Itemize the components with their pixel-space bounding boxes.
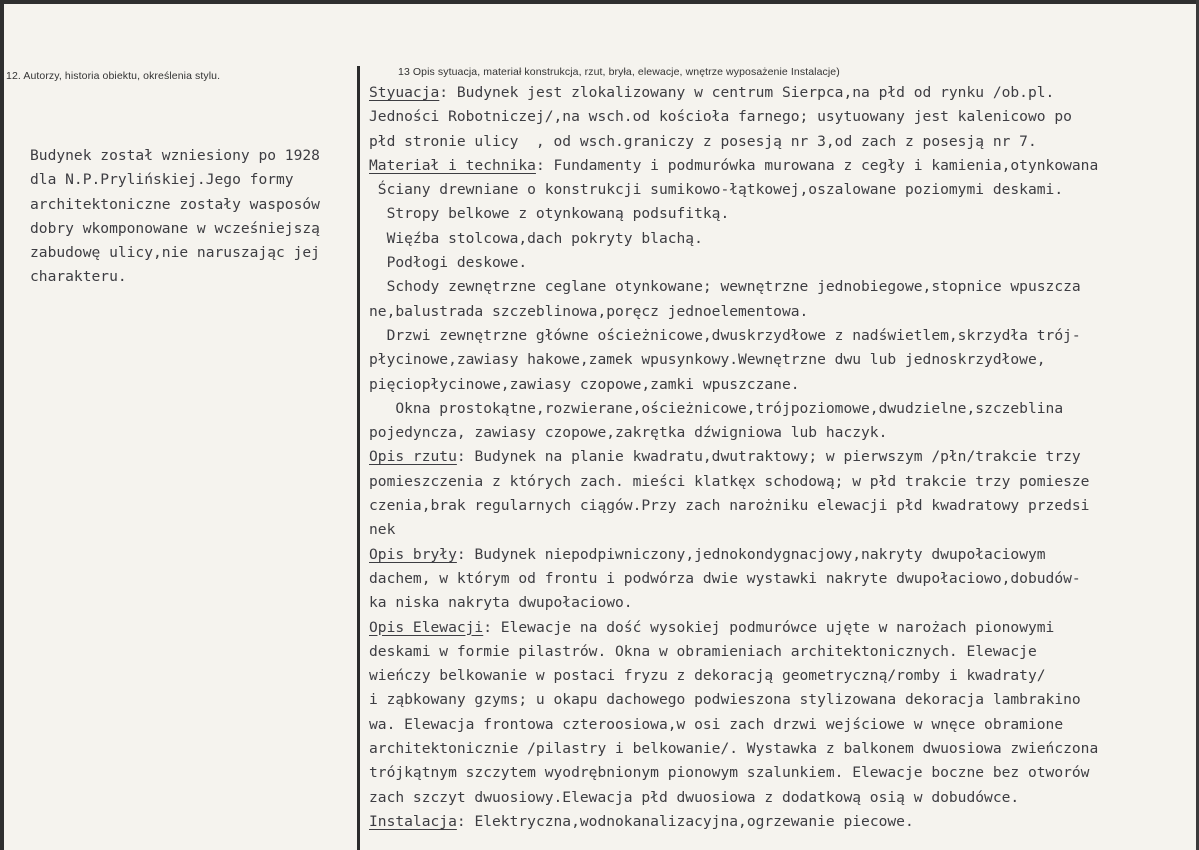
section-line: [369, 810, 1199, 834]
text-line: [369, 130, 1199, 154]
text-line: [369, 348, 1199, 372]
text-line: [369, 202, 1199, 226]
text-line: [369, 494, 1199, 518]
line-text: Schody zewnętrzne ceglane otynkowane; wewnętrzne jednobiegowe,stopnice wpuszcza: [369, 278, 1081, 296]
line-text: : Elektryczna,wodnokanalizacyjna,ogrzewanie piecowe.: [456, 812, 914, 830]
line-text: Ściany drewniane o konstrukcji sumikowo-łątkowej,oszalowane poziomymi deskami.: [369, 181, 1064, 199]
line-text: wa. Elewacja frontowa czteroosiowa,w osi zach drzwi wejściowe w wnęce obramione: [369, 715, 1064, 733]
column-divider: [357, 66, 360, 850]
text-line: [369, 300, 1199, 324]
text-line: [369, 713, 1199, 737]
text-line: [369, 275, 1199, 299]
line-text: czenia,brak regularnych ciągów.Przy zach narożniku elewacji płd kwadratowy przedsi: [369, 497, 1090, 515]
card-left-border: [0, 0, 4, 850]
section-line: [369, 543, 1199, 567]
left-text-line: charakteru.: [30, 268, 127, 286]
section-13-header: 13 Opis sytuacja, materiał konstrukcja, rzut, bryła, elewacje, wnętrze wyposażenie Instalacje): [398, 66, 840, 78]
line-text: trójkątnym szczytem wyodrębnionym pionowym szalunkiem. Elewacje boczne bez otworów: [369, 764, 1090, 782]
line-text: płd stronie ulicy , od wsch.graniczy z posesją nr 3,od zach z posesją nr 7.: [369, 132, 1037, 150]
line-text: i ząbkowany gzyms; u okapu dachowego podwieszona stylizowana dekoracja lambrakino: [369, 691, 1081, 709]
text-line: [369, 397, 1199, 421]
text-line: [369, 640, 1199, 664]
text-line: [369, 761, 1199, 785]
line-text: dachem, w którym od frontu i podwórza dwie wystawki nakryte dwupołaciowo,dobudów-: [369, 569, 1081, 587]
section-heading: Materiał i technika: [369, 156, 536, 174]
line-text: płycinowe,zawiasy hakowe,zamek wpusynkowy.Wewnętrzne dwu lub jednoskrzydłowe,: [369, 351, 1046, 369]
text-line: [369, 518, 1199, 542]
left-text-line: zabudowę ulicy,nie naruszając jej: [30, 244, 320, 262]
line-text: ka niska nakryta dwupołaciowo.: [369, 594, 633, 612]
section-line: [369, 616, 1199, 640]
left-text-line: dla N.P.Prylińskiej.Jego formy: [30, 171, 294, 189]
text-line: [369, 737, 1199, 761]
left-text-line: architektoniczne zostały wasposów: [30, 195, 320, 213]
section-line: [369, 154, 1199, 178]
section-line: [369, 445, 1199, 469]
text-line: [369, 664, 1199, 688]
section-heading: Styuacja: [369, 84, 440, 101]
text-line: [369, 591, 1199, 615]
line-text: pomieszczenia z których zach. mieści klatkęx schodową; w płd trakcie trzy pomiesze: [369, 472, 1090, 490]
line-text: : Budynek na planie kwadratu,dwutraktowy; w pierwszym /płn/trakcie trzy: [456, 448, 1081, 466]
left-text-line: dobry wkomponowane w wcześniejszą: [30, 219, 320, 237]
text-line: [369, 688, 1199, 712]
line-text: pięciopłycinowe,zawiasy czopowe,zamki wpuszczane.: [369, 375, 800, 393]
line-text: nek: [369, 521, 396, 539]
text-line: [369, 567, 1199, 591]
line-text: ne,balustrada szczeblinowa,poręcz jednoelementowa.: [369, 302, 809, 320]
line-text: : Budynek niepodpiwniczony,jednokondygnacjowy,nakryty dwupołaciowym: [456, 545, 1046, 563]
text-line: [369, 105, 1199, 129]
line-text: pojedyncza, zawiasy czopowe,zakrętka dźwigniowa lub haczyk.: [369, 424, 888, 442]
card-top-border: [0, 0, 1199, 4]
text-line: [369, 178, 1199, 202]
section-heading: Instalacja: [369, 812, 457, 830]
text-line: [369, 470, 1199, 494]
text-line: [369, 324, 1199, 348]
text-line: [369, 373, 1199, 397]
left-text-line: Budynek został wzniesiony po 1928: [30, 147, 320, 164]
section-heading: Opis rzutu: [369, 448, 457, 466]
line-text: Stropy belkowe z otynkowaną podsufitką.: [369, 205, 730, 223]
section-heading: Opis bryły: [369, 545, 457, 563]
line-text: zach szczyt dwuosiowy.Elewacja płd dwuosiowa z dodatkową osią w dobudówce.: [369, 788, 1020, 806]
section-line: [369, 81, 1199, 105]
line-text: Więźba stolcowa,dach pokryty blachą.: [369, 229, 703, 247]
line-text: : Elewacje na dość wysokiej podmurówce ujęte w narożach pionowymi: [483, 618, 1055, 636]
section-12-header: 12. Autorzy, historia obiektu, określenia stylu.: [6, 70, 221, 82]
text-line: [369, 786, 1199, 810]
text-line: [369, 251, 1199, 275]
authors-history-text: [30, 144, 350, 290]
description-text: [369, 81, 1199, 834]
line-text: architektonicznie /pilastry i belkowanie/. Wystawka z balkonem dwuosiowa zwieńczona: [369, 740, 1099, 758]
line-text: : Budynek jest zlokalizowany w centrum Sierpca,na płd od rynku /ob.pl.: [439, 84, 1055, 101]
line-text: : Fundamenty i podmurówka murowana z cegły i kamienia,otynkowana: [535, 156, 1099, 174]
text-line: [369, 421, 1199, 445]
line-text: Jedności Robotniczej/,na wsch.od kościoła farnego; usytuowany jest kalenicowo po: [369, 108, 1072, 126]
line-text: Drzwi zewnętrzne główne ościeżnicowe,dwuskrzydłowe z nadświetlem,skrzydła trój-: [369, 326, 1081, 344]
line-text: deskami w formie pilastrów. Okna w obramieniach architektonicznych. Elewacje: [369, 642, 1037, 660]
line-text: Podłogi deskowe.: [369, 254, 528, 272]
text-line: [369, 227, 1199, 251]
section-heading: Opis Elewacji: [369, 618, 484, 636]
line-text: Okna prostokątne,rozwierane,ościeżnicowe,trójpoziomowe,dwudzielne,szczeblina: [369, 399, 1064, 417]
line-text: wieńczy belkowanie w postaci fryzu z dekoracją geometryczną/romby i kwadraty/: [369, 667, 1046, 685]
